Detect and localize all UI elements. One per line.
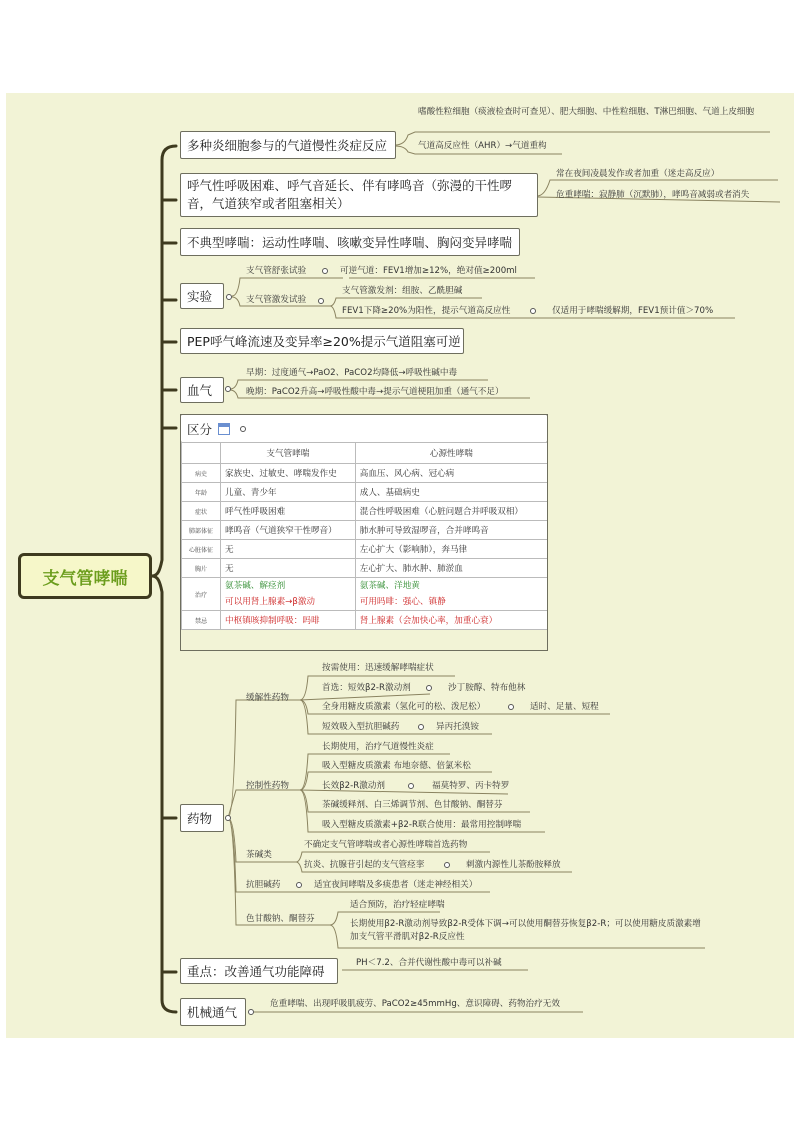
collapse-icon[interactable] [318,298,324,304]
theophylline-item: 抗炎、抗腺苷引起的支气管痉挛 [304,860,425,870]
table-corner [182,443,221,464]
row-label: 年龄 [182,483,221,502]
cell-bronchial [221,578,356,611]
node-ventilation[interactable]: 机械通气 [180,998,246,1026]
relief-item: 短效吸入型抗胆碱药 [322,722,400,732]
anticholinergic-item: 适宜夜间哮喘及多痰患者（迷走神经相关） [314,880,478,890]
cromolyn-item: 适合预防，治疗轻症哮喘 [350,900,445,910]
cell-line: 无 [225,564,234,574]
node-expiratory-dyspnea[interactable]: 呼气性呼吸困难、呼气音延长、伴有哮鸣音（弥漫的干性啰音，气道狭窄或者阻塞相关） [180,173,538,217]
node-provocation-agents: 支气管激发剂：组胺、乙酰胆碱 [342,286,463,296]
table-row [182,483,548,502]
theophylline-item: 不确定支气管哮喘或者心源性哮喘首选药物 [304,840,468,850]
table-icon [218,423,230,435]
control-item: 长效β2-R激动剂 [322,781,385,791]
header-bronchial: 支气管哮喘 [221,443,356,464]
differentiation-table [181,442,548,630]
control-item: 吸入型糖皮质激素 布地奈德、倍氯米松 [322,761,471,771]
cell-bronchial [221,502,356,521]
relief-extra: 适时、足量、短程 [530,702,599,712]
table-row [182,464,548,483]
collapse-icon[interactable] [225,386,231,392]
collapse-icon[interactable] [296,882,302,888]
collapse-icon[interactable] [426,685,432,691]
node-control-drugs: 控制性药物 [246,781,289,791]
collapse-icon[interactable] [444,862,450,868]
header-cardiac: 心源性哮喘 [355,443,547,464]
cell-bronchial [221,559,356,578]
table-row [182,521,548,540]
cell-bronchial [221,540,356,559]
relief-item: 全身用糖皮质激素（氢化可的松、泼尼松） [322,702,486,712]
row-label: 症状 [182,502,221,521]
cell-bronchial [221,521,356,540]
node-early-gas: 早期：过度通气→PaO2、PaCO2均降低→呼吸性碱中毒 [246,368,458,378]
row-label: 胸片 [182,559,221,578]
cell-bronchial [221,464,356,483]
cell-line: 儿童、青少年 [225,488,277,498]
control-extra: 福莫特罗、丙卡特罗 [432,781,510,791]
collapse-icon[interactable] [322,268,328,274]
node-fev1-drop: FEV1下降≥20%为阳性，提示气道高反应性 [342,306,511,316]
cell-line: 可用吗啡：强心、镇静 [359,597,446,607]
cell-line: 混合性呼吸困难（心脏问题合并呼吸双相） [359,507,524,517]
cell-cardiac [355,464,547,483]
cell-bronchial [221,611,356,630]
cell-line: 氨茶碱、解痉剂 [225,581,286,591]
node-remission-only: 仅适用于哮喘缓解期，FEV1预计值＞70% [552,306,714,316]
cell-line: 氨茶碱、洋地黄 [359,581,420,591]
cell-bronchial [221,483,356,502]
node-alkali: PH＜7.2、合并代谢性酸中毒可以补碱 [356,958,502,968]
cell-line: 高血压、风心病、冠心病 [359,469,455,479]
cell-cardiac [355,483,547,502]
cell-cardiac [355,502,547,521]
control-item: 茶碱缓释剂、白三烯调节剂、色甘酸钠、酮替芬 [322,800,503,810]
table-row [182,559,548,578]
node-atypical-asthma[interactable]: 不典型哮喘：运动性哮喘、咳嗽变异性哮喘、胸闷变异哮喘 [180,228,520,256]
node-relief-drugs: 缓解性药物 [246,693,289,703]
node-night-attack: 常在夜间凌晨发作或者加重（迷走高反应） [556,169,720,179]
cell-cardiac [355,521,547,540]
row-label: 禁忌 [182,611,221,630]
root-node[interactable]: 支气管哮喘 [18,553,152,599]
collapse-icon[interactable] [240,426,246,432]
table-row [182,578,548,611]
collapse-icon[interactable] [248,1009,254,1015]
node-late-gas: 晚期：PaCO2升高→呼吸性酸中毒→提示气道梗阻加重（通气不足） [246,387,504,397]
control-item: 吸入型糖皮质激素+β2-R联合使用：最常用控制哮喘 [322,820,522,830]
cromolyn-item: 长期使用β2-R激动剂导致β2-R受体下调→可以使用酮替芬恢复β2-R；可以使用糖皮质激素增加支气管平滑肌对β2-R反应性 [350,919,701,942]
cell-line: 左心扩大、肺水肿、肺淤血 [359,564,463,574]
node-differentiation[interactable] [180,414,548,442]
control-item: 长期使用，治疗气道慢性炎症 [322,742,434,752]
collapse-icon[interactable] [418,724,424,730]
table-header-row [182,443,548,464]
cell-line: 左心扩大（影响肺），奔马律 [359,545,468,555]
row-label: 心脏体征 [182,540,221,559]
table-row [182,611,548,630]
node-blood-gas[interactable]: 血气 [180,377,224,403]
node-anticholinergic: 抗胆碱药 [246,880,281,890]
cell-cardiac [355,559,547,578]
node-tests[interactable]: 实验 [180,283,224,309]
relief-item: 首选：短效β2-R激动剂 [322,683,411,693]
node-reversible-airway: 可逆气道：FEV1增加≥12%，绝对值≥200ml [340,266,517,276]
node-ahr: 气道高反应性（AHR）→气道重构 [418,141,547,151]
collapse-icon[interactable] [226,294,232,300]
table-row [182,502,548,521]
node-theophylline: 茶碱类 [246,850,272,860]
differentiation-label: 区分 [187,421,213,437]
cell-cardiac [355,578,547,611]
row-label: 肺部体征 [182,521,221,540]
cell-line: 家族史、过敏史、哮喘发作史 [225,469,337,479]
cell-line: 中枢镇咳抑制呼吸：吗啡 [225,616,320,626]
cell-line: 呼气性呼吸困难 [225,507,286,517]
collapse-icon[interactable] [530,308,536,314]
relief-item: 按需使用：迅速缓解哮喘症状 [322,663,434,673]
theophylline-extra: 刺激内源性儿茶酚胺释放 [466,860,561,870]
node-drugs[interactable]: 药物 [180,804,224,832]
cell-line: 无 [225,545,234,555]
node-silent-lung: 危重哮喘：寂静肺（沉默肺），哮鸣音减弱或者消失 [556,190,750,200]
cell-cardiac [355,540,547,559]
collapse-icon[interactable] [508,704,514,710]
node-provocation-test: 支气管激发试验 [246,295,307,305]
node-bronchodilation-test: 支气管舒张试验 [246,266,307,276]
cell-line: 肺水肿可导致湿啰音，合并哮鸣音 [359,526,489,536]
node-key-point[interactable]: 重点：改善通气功能障碍 [180,958,338,984]
row-label: 治疗 [182,578,221,611]
cell-line: 可以用肾上腺素→β激动 [225,597,316,607]
row-label: 病史 [182,464,221,483]
cell-line: 哮鸣音（气道狭窄干性啰音） [225,526,337,536]
node-pef[interactable]: PEP呼气峰流速及变异率≥20%提示气道阻塞可逆 [180,328,464,354]
cell-cardiac [355,611,547,630]
cell-line: 成人、基础病史 [359,488,420,498]
table-row [182,540,548,559]
collapse-icon[interactable] [225,815,231,821]
relief-extra: 异丙托溴铵 [436,722,479,732]
node-inflammation-cells: 嗜酸性粒细胞（痰液检查时可查见）、肥大细胞、中性粒细胞、T淋巴细胞、气道上皮细胞 [418,107,755,117]
node-ventilation-indication: 危重哮喘、出现呼吸肌疲劳、PaCO2≥45mmHg、意识障碍、药物治疗无效 [270,999,560,1009]
collapse-icon[interactable] [408,783,414,789]
relief-extra: 沙丁胺醇、特布他林 [448,683,526,693]
node-cromolyn: 色甘酸钠、酮替芬 [246,914,315,924]
cell-line: 肾上腺素（会加快心率，加重心衰） [359,616,498,626]
node-inflammation[interactable]: 多种炎细胞参与的气道慢性炎症反应 [180,131,396,159]
